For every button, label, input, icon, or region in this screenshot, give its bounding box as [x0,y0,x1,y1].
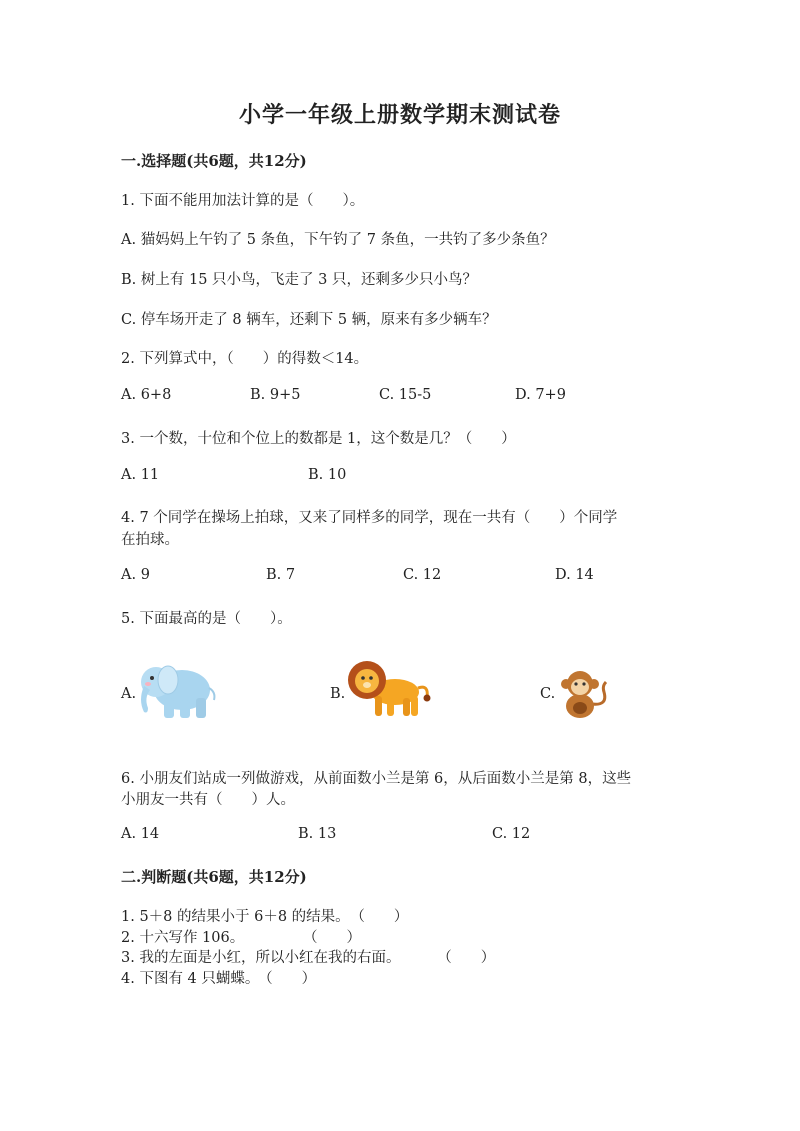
judgement-item-2-text: 2. 十六写作 106。 [121,930,245,946]
judgement-item-4 [121,967,316,988]
elephant-icon [136,660,218,722]
question-1-stem: 1. 下面不能用加法计算的是（ ）。 [121,193,365,209]
question-2-option-a: A. 6+8 [121,387,172,403]
question-4-stem-line-2: 在拍球。 [121,532,179,548]
question-5-stem: 5. 下面最高的是（ ）。 [121,611,292,627]
judgement-item-3-blank: （ ） [444,950,496,966]
monkey-icon [556,666,612,722]
question-2-option-b: B. 9+5 [250,387,301,403]
question-5-option-b: B. [330,686,346,702]
question-6-option-b: B. 13 [298,826,337,842]
question-6-option-c: C. 12 [492,826,531,842]
question-4-option-c: C. 12 [403,567,442,583]
question-4-option-d: D. 14 [555,567,594,583]
question-6-stem-line-2: 小朋友一共有（ ）人。 [121,792,295,808]
section-heading-judgement: 二.判断题(共6题，共12分) [121,868,307,886]
question-3-option-b: B. 10 [308,467,347,483]
question-1-option-a: A. 猫妈妈上午钓了 5 条鱼，下午钓了 7 条鱼，一共钓了多少条鱼？ [121,232,555,248]
question-4-option-a: A. 9 [121,567,150,583]
judgement-item-3 [121,946,495,967]
judgement-item-1 [121,905,408,926]
page-title: 小学一年级上册数学期末测试卷 [238,102,561,128]
question-2-stem: 2. 下列算式中，（ ）的得数＜14。 [121,351,369,367]
judgement-item-4-text: 4. 下图有 4 只蝴蝶。 [121,971,260,987]
question-4-option-b: B. 7 [266,567,296,583]
question-3-stem: 3. 一个数，十位和个位上的数都是 1，这个数是几？（ ） [121,431,516,447]
judgement-item-1-blank: （ ） [357,909,409,925]
question-2-option-d: D. 7+9 [515,387,566,403]
judgement-item-1-text: 1. 5＋8 的结果小于 6＋8 的结果。 [121,909,350,925]
question-6-option-a: A. 14 [121,826,160,842]
question-6-stem-line-1: 6. 小朋友们站成一列做游戏，从前面数小兰是第 6，从后面数小兰是第 8，这些 [121,771,632,787]
judgement-item-2 [121,926,361,947]
lion-icon [345,658,431,722]
question-4-stem-line-1: 4. 7 个同学在操场上拍球，又来了同样多的同学，现在一共有（ ）个同学 [121,510,618,526]
judgement-item-4-blank: （ ） [265,971,317,987]
judgement-item-2-blank: （ ） [310,930,361,946]
question-3-option-a: A. 11 [121,467,160,483]
question-2-option-c: C. 15-5 [379,387,432,403]
judgement-item-3-text: 3. 我的左面是小红，所以小红在我的右面。 [121,950,401,966]
question-5-option-c: C. [540,686,556,702]
section-heading-choice: 一.选择题(共6题，共12分) [121,152,307,170]
question-1-option-b: B. 树上有 15 只小鸟，飞走了 3 只，还剩多少只小鸟？ [121,272,477,288]
question-5-option-a: A. [121,686,137,702]
question-1-option-c: C. 停车场开走了 8 辆车，还剩下 5 辆，原来有多少辆车？ [121,312,497,328]
